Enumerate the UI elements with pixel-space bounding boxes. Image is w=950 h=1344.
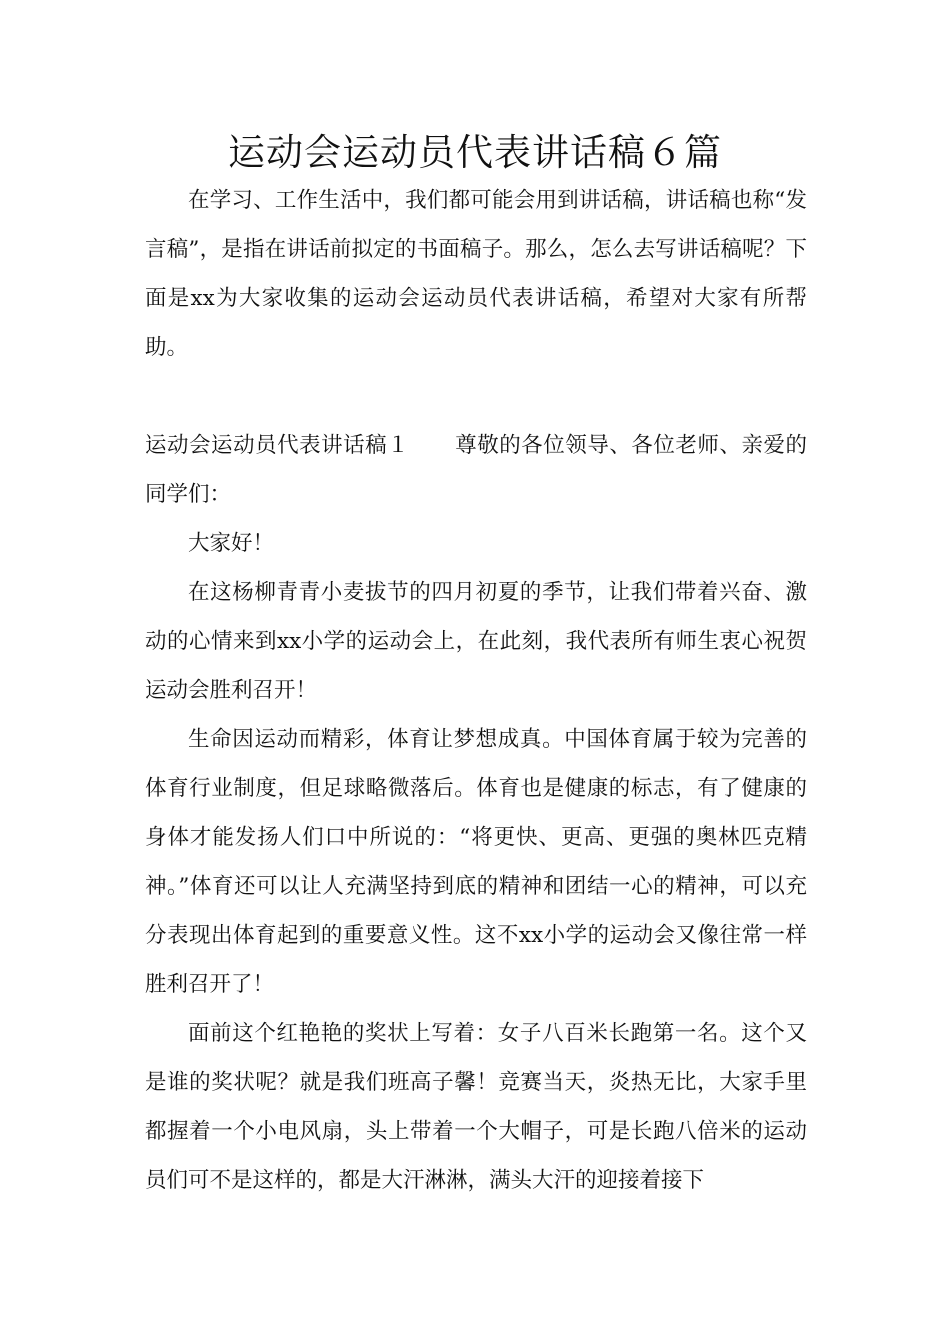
document-body <box>145 176 807 1205</box>
document-title: 运动会运动员代表讲话稿６篇 <box>228 131 722 174</box>
greeting-paragraph: 大家好！ <box>188 531 275 556</box>
body-paragraph: 面前这个红艳艳的奖状上写着：女子八百米长跑第一名。这个又是谁的奖状呢？就是我们班高子馨！竞赛当天，炎热无比，大家手里都握着一个小电风扇，头上带着一个大帽子，可是长跑八倍米的运动员们可不是这样的，都是大汗淋淋，满头大汗的迎接着接下 <box>145 1021 807 1193</box>
intro-paragraph: 在学习、工作生活中，我们都可能会用到讲话稿，讲话稿也称“发言稿”，是指在讲话前拟定的书面稿子。那么，怎么去写讲话稿呢？下面是xx为大家收集的运动会运动员代表讲话稿，希望对大家有所帮助。 <box>145 188 807 360</box>
body-paragraph: 在这杨柳青青小麦拔节的四月初夏的季节，让我们带着兴奋、激动的心情来到xx小学的运动会上，在此刻，我代表所有师生衷心祝贺运动会胜利召开！ <box>145 580 807 703</box>
body-paragraph: 生命因运动而精彩，体育让梦想成真。中国体育属于较为完善的体育行业制度，但足球略微落后。体育也是健康的标志，有了健康的身体才能发扬人们口中所说的：“将更快、更高、更强的奥林匹克精神。”体育还可以让人充满坚持到底的精神和团结一心的精神，可以充分表现出体育起到的重要意义性。这不xx小学的运动会又像往常一样胜利召开了！ <box>145 727 807 997</box>
paragraph-spacer <box>145 372 807 421</box>
salutation: 尊敬的各位领导、各位老师、亲爱的同学们： <box>145 433 807 507</box>
section-heading: 运动会运动员代表讲话稿１ <box>145 433 410 458</box>
section-1-opening <box>145 421 807 519</box>
